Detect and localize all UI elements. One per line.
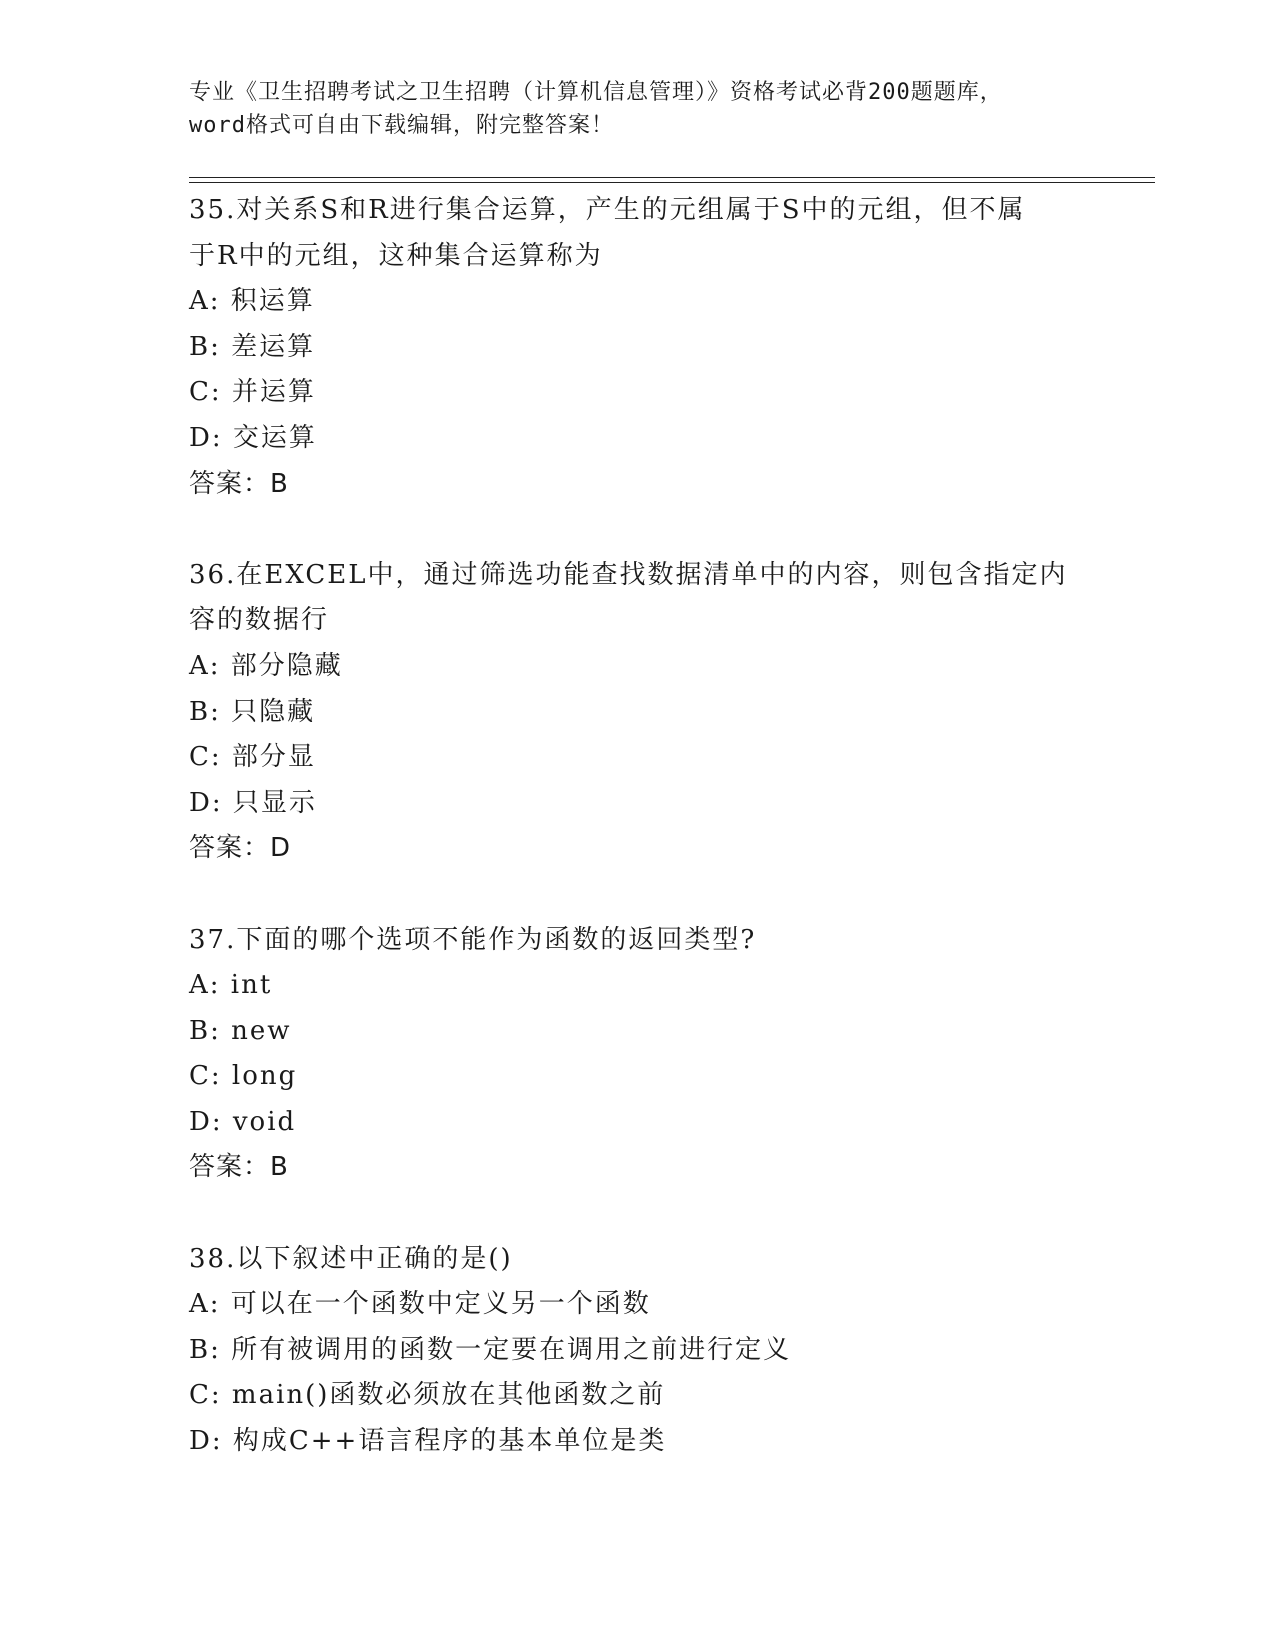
question-35 (189, 188, 1109, 507)
question-stem-line: 容的数据行 (189, 605, 330, 636)
question-38 (189, 1237, 1109, 1465)
option-a: A: 部分隐藏 (189, 650, 343, 681)
option-b: B: 差运算 (189, 331, 316, 362)
question-stem-line: 35.对关系S和R进行集合运算，产生的元组属于S中的元组，但不属 (189, 195, 1026, 225)
header-divider-bottom (189, 182, 1155, 183)
question-36 (189, 553, 1109, 872)
option-c: C: main()函数必须放在其他函数之前 (189, 1380, 666, 1411)
option-c: C: 部分显 (189, 742, 316, 773)
option-c: C: long (189, 1061, 298, 1092)
question-stem-line: 于R中的元组，这种集合运算称为 (189, 240, 603, 271)
header-line-1: 专业《卫生招聘考试之卫生招聘（计算机信息管理）》资格考试必背200题题库， (189, 80, 1003, 105)
option-d: D: 构成C++语言程序的基本单位是类 (189, 1426, 667, 1457)
question-list (189, 188, 1109, 1465)
option-b: B: new (189, 1015, 292, 1046)
header-divider-top (189, 177, 1155, 178)
answer: 答案：D (189, 833, 292, 864)
spacer (189, 507, 1109, 553)
option-c: C: 并运算 (189, 377, 316, 408)
answer: 答案：B (189, 1152, 289, 1183)
question-stem-line: 36.在EXCEL中，通过筛选功能查找数据清单中的内容，则包含指定内 (189, 559, 1068, 590)
option-d: D: 交运算 (189, 422, 317, 453)
header-line-2: word格式可自由下载编辑，附完整答案！ (189, 113, 614, 138)
option-d: D: 只显示 (189, 787, 317, 818)
answer: 答案：B (189, 468, 289, 499)
question-stem-line: 37.下面的哪个选项不能作为函数的返回类型? (189, 924, 757, 955)
question-stem-line: 38.以下叙述中正确的是() (189, 1243, 513, 1274)
document-header (189, 76, 1089, 142)
spacer (189, 872, 1109, 918)
option-a: A: 可以在一个函数中定义另一个函数 (189, 1289, 651, 1320)
option-b: B: 所有被调用的函数一定要在调用之前进行定义 (189, 1334, 792, 1365)
spacer (189, 1191, 1109, 1237)
question-37 (189, 918, 1109, 1192)
option-d: D: void (189, 1106, 297, 1137)
option-a: A: 积运算 (189, 286, 315, 317)
option-a: A: int (189, 970, 273, 1001)
option-b: B: 只隐藏 (189, 696, 316, 727)
